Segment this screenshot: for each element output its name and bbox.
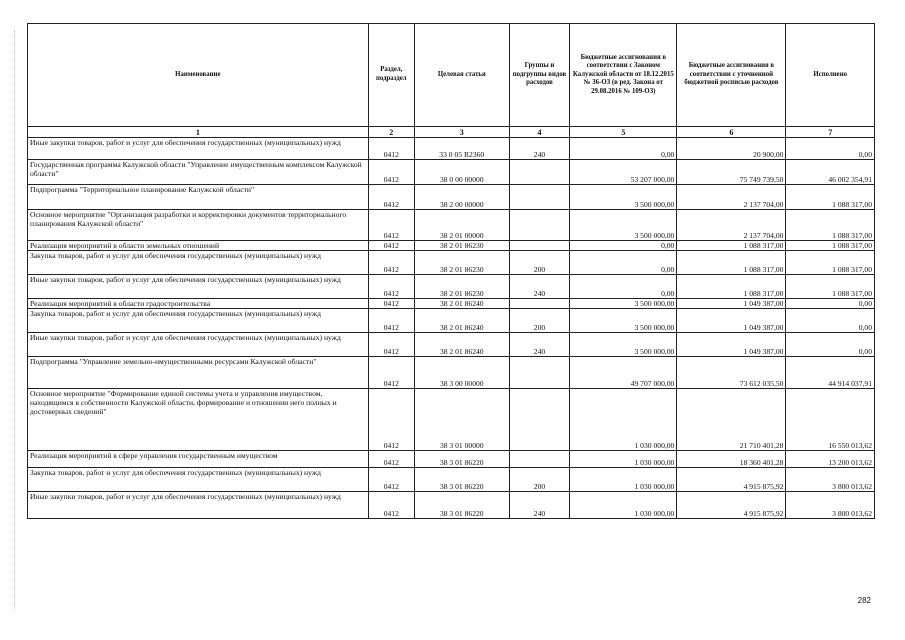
header-refined-assignments: Бюджетные ассигнования в соответствии с уточненной бюджетной росписью расходов (677, 24, 786, 127)
row-group-cell (509, 241, 570, 251)
header-executed: Исполнено (786, 24, 875, 127)
row-law-amount-cell: 1 030 000,00 (570, 451, 677, 468)
row-section-cell: 0412 (368, 138, 414, 160)
row-executed-amount-cell: 1 088 317,00 (786, 241, 875, 251)
row-group-cell: 200 (509, 468, 570, 492)
row-group-cell (509, 160, 570, 185)
row-refined-amount-cell: 1 088 317,00 (677, 251, 786, 275)
row-law-amount-cell: 0,00 (570, 138, 677, 160)
column-number: 2 (368, 127, 414, 138)
row-target-cell: 38 0 00 00000 (414, 160, 509, 185)
row-refined-amount-cell: 75 749 739,50 (677, 160, 786, 185)
row-group-cell (509, 299, 570, 309)
header-groups: Группы и подгруппы видов расходов (509, 24, 570, 127)
header-section: Раздел, подраздел (368, 24, 414, 127)
row-section-cell: 0412 (368, 251, 414, 275)
row-section-cell: 0412 (368, 210, 414, 241)
table-row (28, 185, 875, 210)
table-body (28, 138, 875, 519)
row-law-amount-cell: 1 030 000,00 (570, 492, 677, 519)
row-target-cell: 38 3 01 00000 (414, 389, 509, 451)
table-row (28, 309, 875, 333)
row-name-cell: Иные закупки товаров, работ и услуг для обеспечения государственных (муниципальных) нужд (28, 492, 369, 519)
row-section-cell: 0412 (368, 492, 414, 519)
row-section-cell: 0412 (368, 309, 414, 333)
table-row (28, 333, 875, 357)
row-name-cell: Иные закупки товаров, работ и услуг для обеспечения государственных (муниципальных) нужд (28, 138, 369, 160)
row-refined-amount-cell: 2 137 704,00 (677, 185, 786, 210)
row-group-cell: 240 (509, 275, 570, 299)
row-refined-amount-cell: 1 049 387,00 (677, 299, 786, 309)
row-refined-amount-cell: 1 088 317,00 (677, 241, 786, 251)
row-name-cell: Закупка товаров, работ и услуг для обеспечения государственных (муниципальных) нужд (28, 468, 369, 492)
row-section-cell: 0412 (368, 299, 414, 309)
table-row (28, 210, 875, 241)
row-section-cell: 0412 (368, 185, 414, 210)
table-row (28, 492, 875, 519)
page-number: 282 (857, 596, 871, 605)
table-row (28, 138, 875, 160)
row-law-amount-cell: 3 500 000,00 (570, 309, 677, 333)
row-executed-amount-cell: 46 002 354,91 (786, 160, 875, 185)
table-row (28, 160, 875, 185)
row-target-cell: 38 2 01 86230 (414, 241, 509, 251)
row-target-cell: 38 3 00 00000 (414, 357, 509, 389)
header-name: Наименование (28, 24, 369, 127)
row-name-cell: Закупка товаров, работ и услуг для обеспечения государственных (муниципальных) нужд (28, 309, 369, 333)
row-refined-amount-cell: 1 049 387,00 (677, 309, 786, 333)
row-law-amount-cell: 3 500 000,00 (570, 333, 677, 357)
row-law-amount-cell: 3 500 000,00 (570, 299, 677, 309)
column-number: 4 (509, 127, 570, 138)
row-name-cell: Основное мероприятие "Формирование единой системы учета и управления имуществом, находящимся в собственности Калужской области, формирование и отношении него полных и достоверных сведений" (28, 389, 369, 451)
table-row (28, 299, 875, 309)
row-executed-amount-cell: 3 800 013,62 (786, 468, 875, 492)
row-group-cell (509, 210, 570, 241)
row-section-cell: 0412 (368, 275, 414, 299)
row-executed-amount-cell: 16 550 013,62 (786, 389, 875, 451)
row-group-cell: 240 (509, 138, 570, 160)
row-group-cell (509, 185, 570, 210)
row-refined-amount-cell: 21 710 401,28 (677, 389, 786, 451)
row-group-cell (509, 357, 570, 389)
header-law-assignments: Бюджетные ассигнования в соответствии с Законом Калужской области от 18.12.2015 № 36-ОЗ (в ред. Закона от 29.08.2016 № 109-ОЗ) (570, 24, 677, 127)
row-law-amount-cell: 1 030 000,00 (570, 389, 677, 451)
header-row (28, 24, 875, 127)
row-refined-amount-cell: 4 915 875,92 (677, 492, 786, 519)
row-target-cell: 38 2 01 86230 (414, 275, 509, 299)
row-executed-amount-cell: 0,00 (786, 333, 875, 357)
column-number: 1 (28, 127, 369, 138)
row-law-amount-cell: 3 500 000,00 (570, 185, 677, 210)
row-name-cell: Подпрограмма "Управление земельно-имущественными ресурсами Калужской области" (28, 357, 369, 389)
row-refined-amount-cell: 18 360 401,28 (677, 451, 786, 468)
budget-table (27, 23, 875, 519)
row-target-cell: 38 2 01 00000 (414, 210, 509, 241)
row-law-amount-cell: 0,00 (570, 251, 677, 275)
scan-edge-line (14, 30, 16, 610)
row-name-cell: Подпрограмма "Территориальное планирование Калужской области" (28, 185, 369, 210)
column-number: 7 (786, 127, 875, 138)
row-executed-amount-cell: 0,00 (786, 138, 875, 160)
row-target-cell: 38 2 01 86240 (414, 333, 509, 357)
row-refined-amount-cell: 1 049 387,00 (677, 333, 786, 357)
row-refined-amount-cell: 4 915 875,92 (677, 468, 786, 492)
column-number-row (28, 127, 875, 138)
table-row (28, 357, 875, 389)
row-law-amount-cell: 1 030 000,00 (570, 468, 677, 492)
row-name-cell: Реализация мероприятий в области градостроительства (28, 299, 369, 309)
row-group-cell: 240 (509, 492, 570, 519)
row-group-cell: 200 (509, 251, 570, 275)
row-name-cell: Иные закупки товаров, работ и услуг для обеспечения государственных (муниципальных) нужд (28, 275, 369, 299)
column-number: 3 (414, 127, 509, 138)
row-refined-amount-cell: 73 612 035,50 (677, 357, 786, 389)
row-section-cell: 0412 (368, 468, 414, 492)
row-group-cell: 240 (509, 333, 570, 357)
row-refined-amount-cell: 1 088 317,00 (677, 275, 786, 299)
row-group-cell (509, 389, 570, 451)
table-row (28, 241, 875, 251)
row-name-cell: Государственная программа Калужской области "Управление имущественным комплексом Калужской области" (28, 160, 369, 185)
row-law-amount-cell: 49 707 000,00 (570, 357, 677, 389)
row-section-cell: 0412 (368, 451, 414, 468)
row-group-cell (509, 451, 570, 468)
row-name-cell: Реализация мероприятий в сфере управления государственным имуществом (28, 451, 369, 468)
row-target-cell: 33 0 05 R2360 (414, 138, 509, 160)
row-target-cell: 38 2 01 86240 (414, 299, 509, 309)
row-name-cell: Реализация мероприятий в области земельных отношений (28, 241, 369, 251)
row-executed-amount-cell: 0,00 (786, 309, 875, 333)
row-law-amount-cell: 0,00 (570, 241, 677, 251)
row-executed-amount-cell: 1 088 317,00 (786, 251, 875, 275)
row-section-cell: 0412 (368, 357, 414, 389)
row-target-cell: 38 2 01 86230 (414, 251, 509, 275)
row-refined-amount-cell: 2 137 704,00 (677, 210, 786, 241)
row-target-cell: 38 3 01 86220 (414, 468, 509, 492)
row-target-cell: 38 2 01 86240 (414, 309, 509, 333)
row-name-cell: Иные закупки товаров, работ и услуг для обеспечения государственных (муниципальных) нужд (28, 333, 369, 357)
row-executed-amount-cell: 44 914 037,91 (786, 357, 875, 389)
header-target: Целевая статья (414, 24, 509, 127)
row-section-cell: 0412 (368, 389, 414, 451)
row-executed-amount-cell: 0,00 (786, 299, 875, 309)
row-name-cell: Закупка товаров, работ и услуг для обеспечения государственных (муниципальных) нужд (28, 251, 369, 275)
row-executed-amount-cell: 3 800 013,62 (786, 492, 875, 519)
row-refined-amount-cell: 20 900,00 (677, 138, 786, 160)
column-number: 5 (570, 127, 677, 138)
row-target-cell: 38 2 00 00000 (414, 185, 509, 210)
row-law-amount-cell: 3 500 000,00 (570, 210, 677, 241)
row-executed-amount-cell: 13 200 013,62 (786, 451, 875, 468)
table-row (28, 275, 875, 299)
row-target-cell: 38 3 01 86220 (414, 451, 509, 468)
row-law-amount-cell: 53 207 000,00 (570, 160, 677, 185)
row-law-amount-cell: 0,00 (570, 275, 677, 299)
column-number: 6 (677, 127, 786, 138)
row-target-cell: 38 3 01 86220 (414, 492, 509, 519)
table-row (28, 251, 875, 275)
row-section-cell: 0412 (368, 333, 414, 357)
row-executed-amount-cell: 1 088 317,00 (786, 275, 875, 299)
table-row (28, 389, 875, 451)
row-group-cell: 200 (509, 309, 570, 333)
row-section-cell: 0412 (368, 160, 414, 185)
row-executed-amount-cell: 1 088 317,00 (786, 185, 875, 210)
table-row (28, 451, 875, 468)
row-section-cell: 0412 (368, 241, 414, 251)
row-executed-amount-cell: 1 088 317,00 (786, 210, 875, 241)
row-name-cell: Основное мероприятие "Организация разработки и корректировки документов территориального планирования Калужской области" (28, 210, 369, 241)
table-row (28, 468, 875, 492)
